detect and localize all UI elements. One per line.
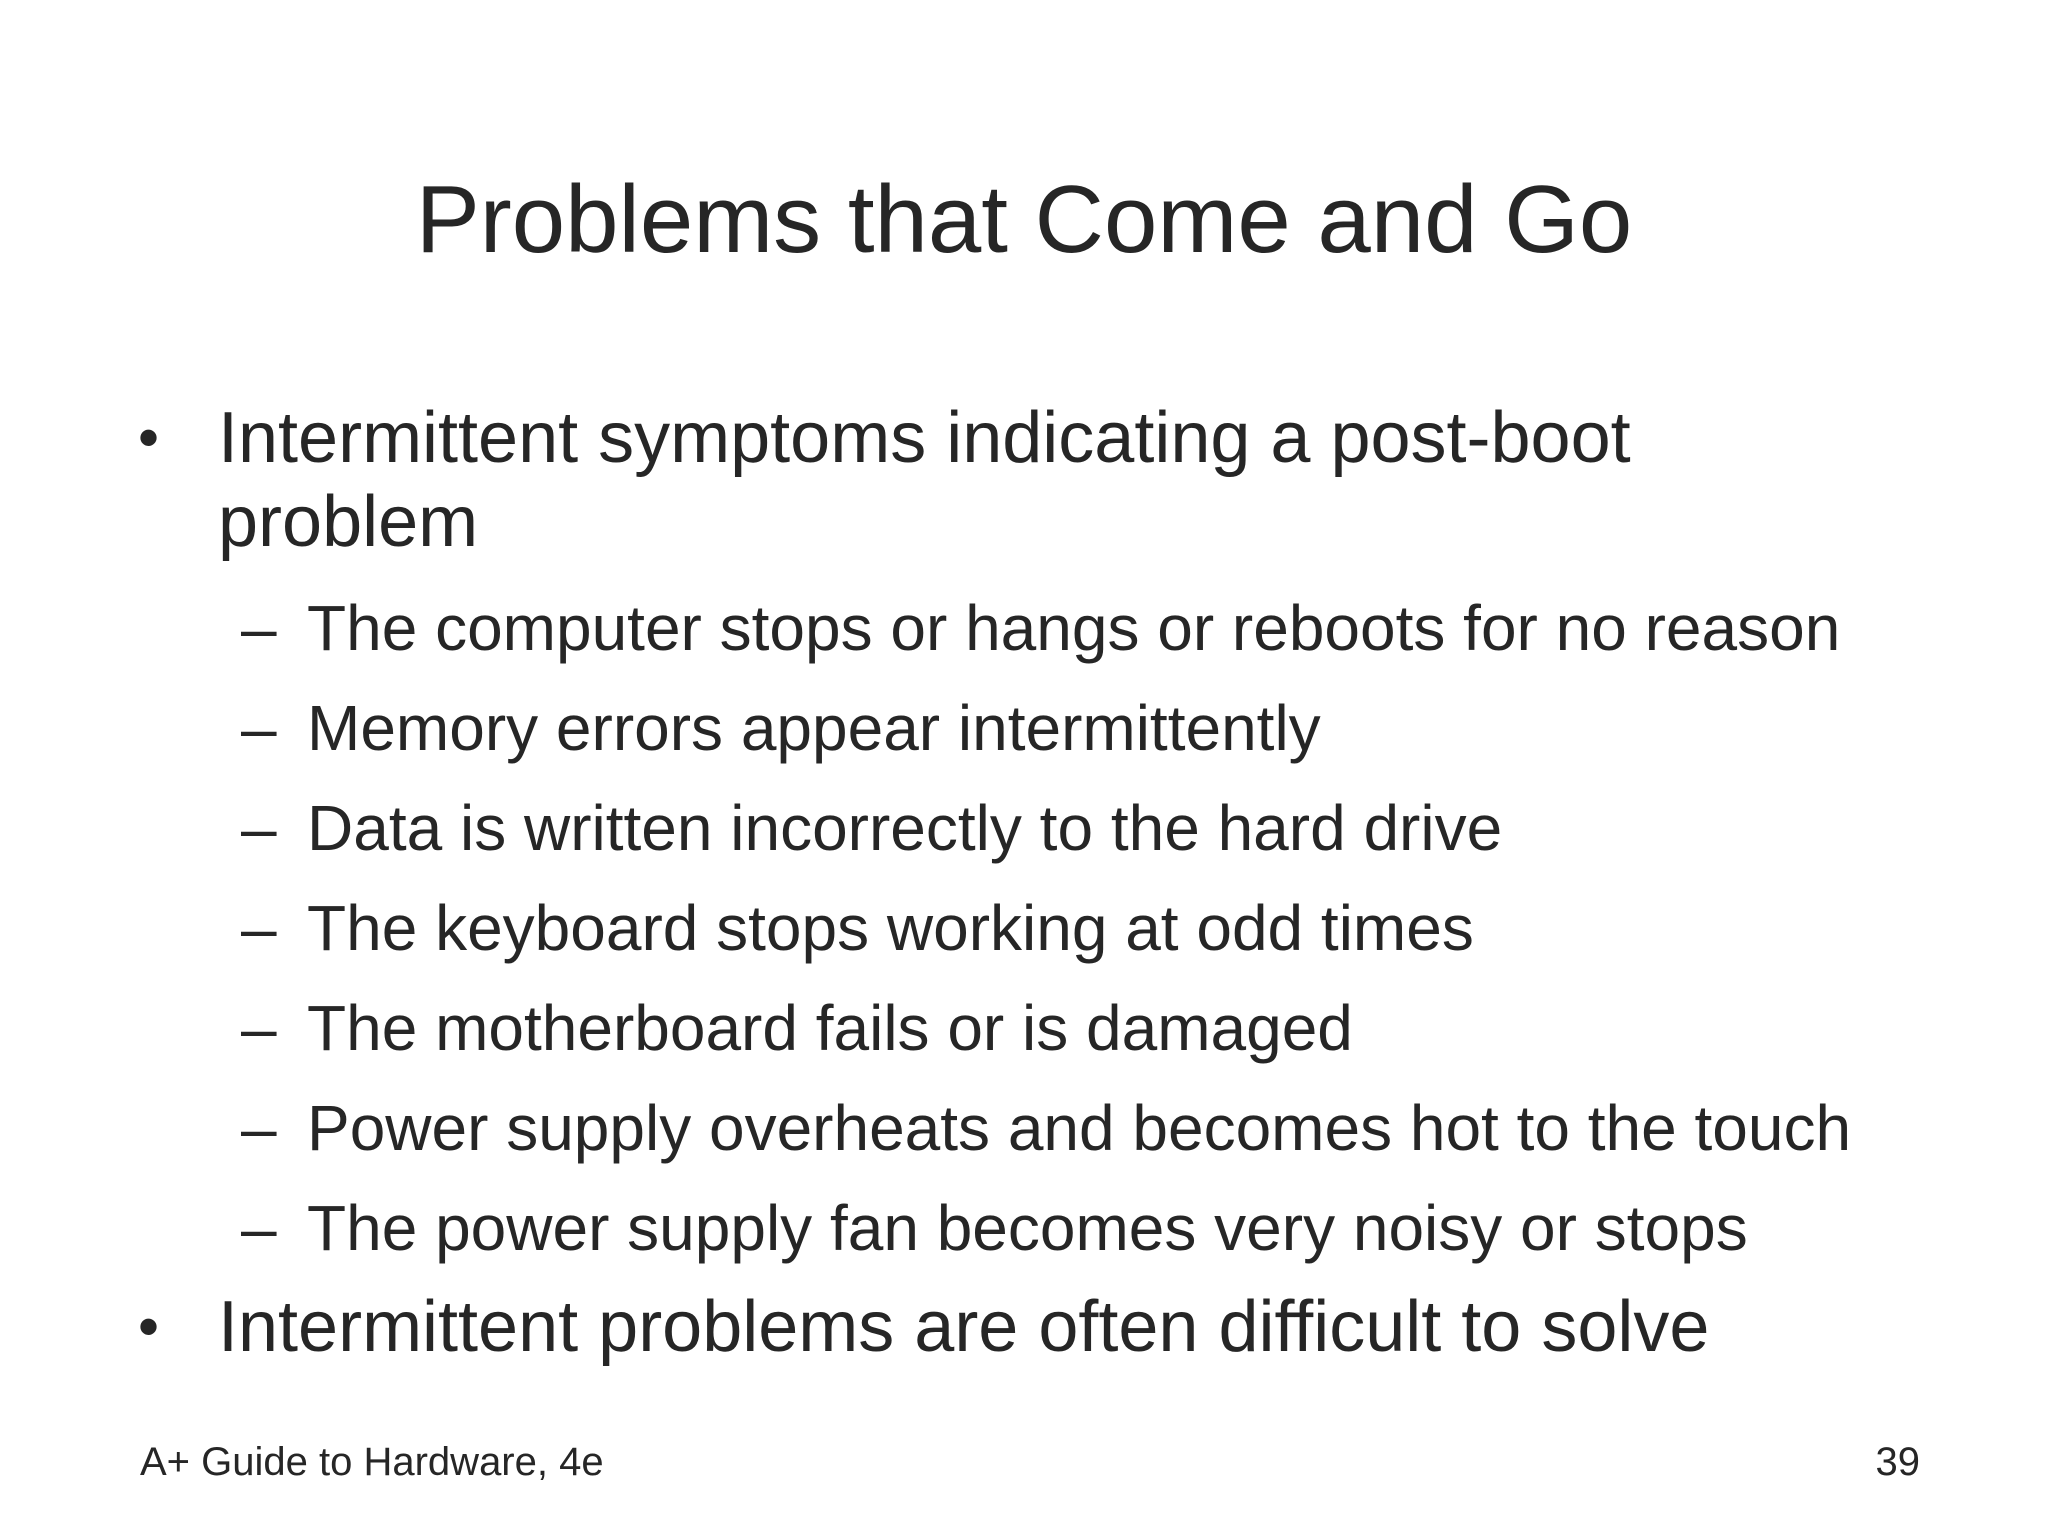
bullet-marker: • xyxy=(138,404,160,471)
sub-bullet-item xyxy=(241,1190,2047,1266)
bullet-text-line: Intermittent symptoms indicating a post-boot xyxy=(218,398,1631,478)
slide-title: Problems that Come and Go xyxy=(415,166,1633,273)
bullet-text-line: Intermittent problems are often difficult to solve xyxy=(218,1287,1710,1367)
bullet-item xyxy=(138,1285,1818,1369)
sub-bullet-item xyxy=(241,1090,2047,1166)
sub-bullet-text: The computer stops or hangs or reboots for no reason xyxy=(307,592,1841,664)
bullet-item xyxy=(138,396,1818,564)
dash-marker: – xyxy=(241,892,277,964)
sub-bullet-text: Data is written incorrectly to the hard drive xyxy=(307,792,1503,864)
sub-bullet-text: Power supply overheats and becomes hot to the touch xyxy=(307,1092,1852,1164)
dash-marker: – xyxy=(241,592,277,664)
sub-bullet-text: The power supply fan becomes very noisy or stops xyxy=(307,1192,1748,1264)
sub-bullet-item xyxy=(241,990,2047,1066)
sub-bullet-item xyxy=(241,590,2047,666)
sub-bullet-text: The keyboard stops working at odd times xyxy=(307,892,1474,964)
sub-bullet-text: The motherboard fails or is damaged xyxy=(307,992,1353,1064)
dash-marker: – xyxy=(241,692,277,764)
sub-bullet-item xyxy=(241,790,2047,866)
bullet-marker: • xyxy=(138,1293,160,1360)
footer-course-title: A+ Guide to Hardware, 4e xyxy=(140,1440,604,1484)
dash-marker: – xyxy=(241,1092,277,1164)
bullet-text-line: problem xyxy=(218,482,479,562)
sub-bullet-item xyxy=(241,690,2047,766)
dash-marker: – xyxy=(241,992,277,1064)
sub-bullet-item xyxy=(241,890,2047,966)
dash-marker: – xyxy=(241,792,277,864)
footer-page-number: 39 xyxy=(1875,1440,1920,1484)
dash-marker: – xyxy=(241,1192,277,1264)
sub-bullet-text: Memory errors appear intermittently xyxy=(307,692,1321,764)
